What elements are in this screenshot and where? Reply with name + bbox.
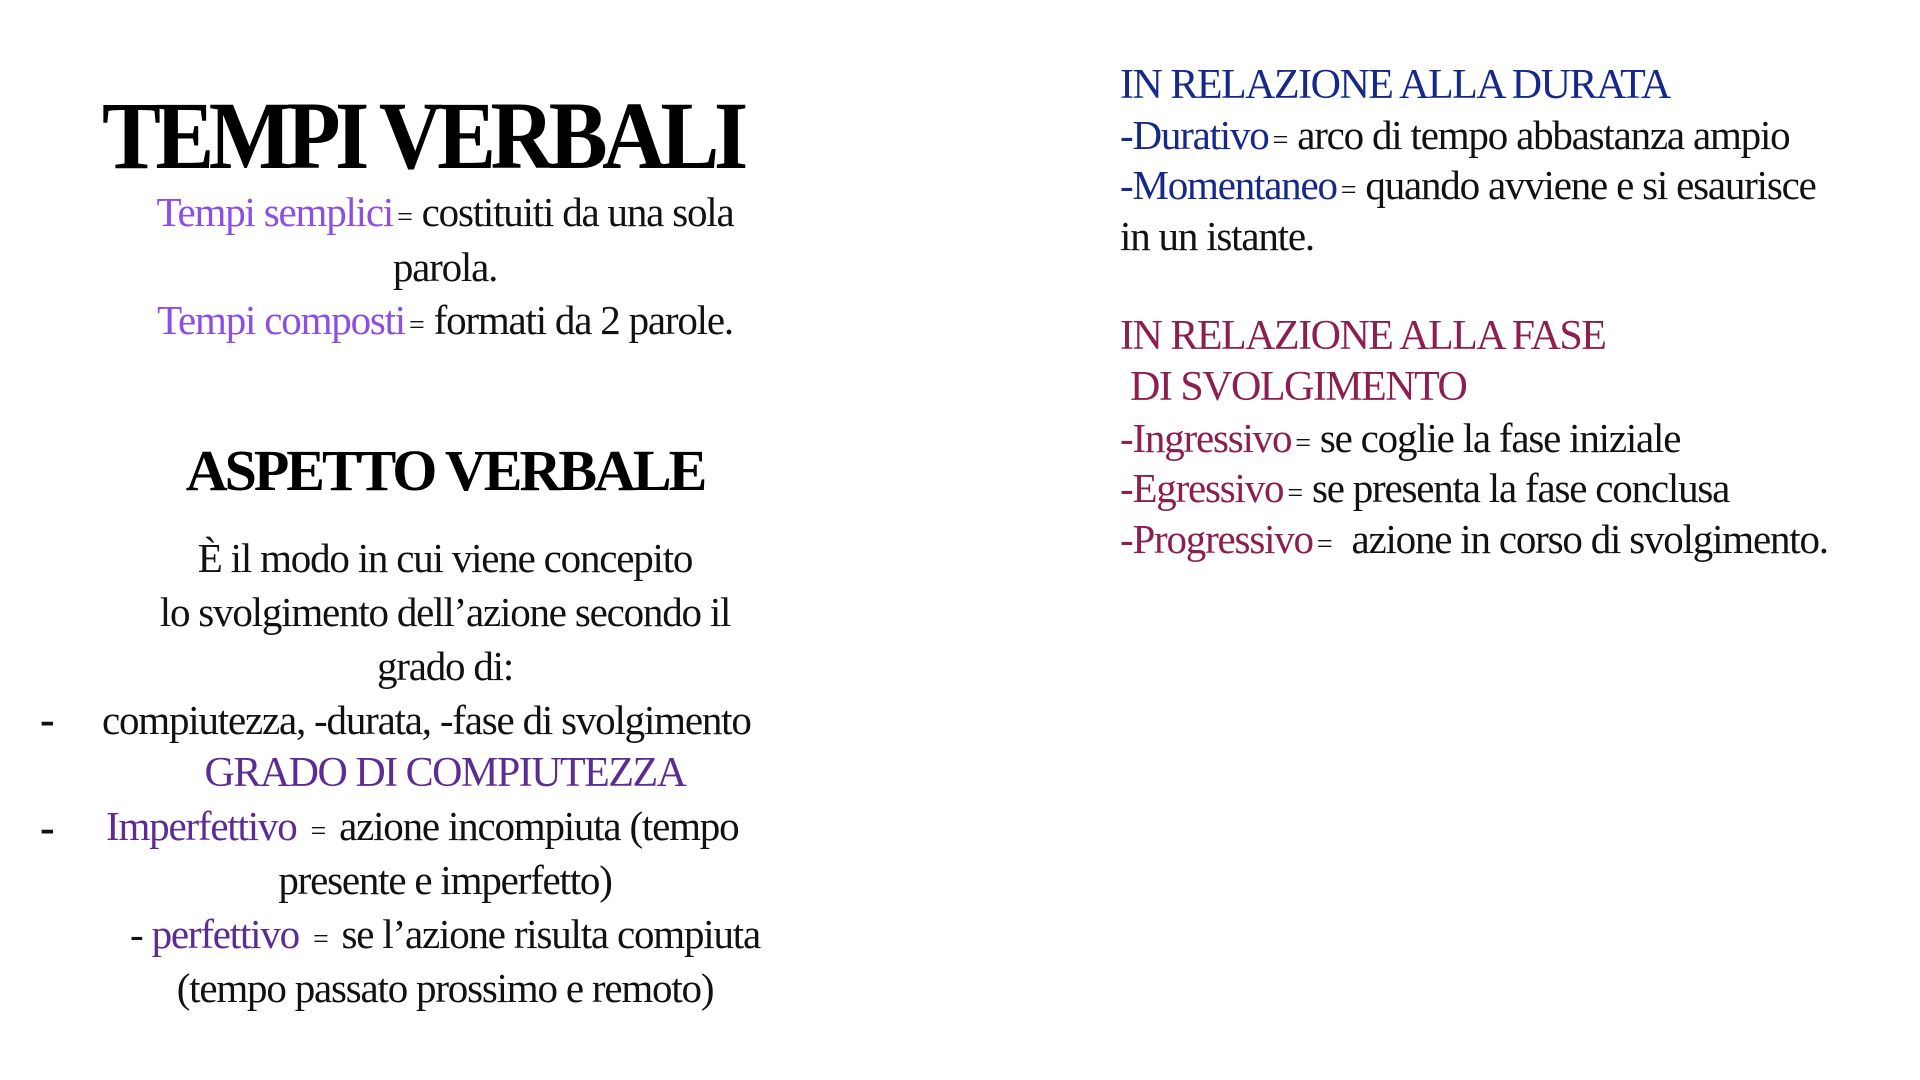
equals-sign: = xyxy=(312,924,328,955)
egressivo-term: -Egressivo xyxy=(1120,465,1284,511)
fase-heading-cont: DI SVOLGIMENTO xyxy=(1130,364,1467,410)
tempi-composti-term: Tempi composti xyxy=(157,297,406,343)
tempi-semplici-definition-cont: parola. xyxy=(392,244,498,290)
equals-sign: = xyxy=(1272,125,1288,156)
equals-sign: = xyxy=(397,202,412,233)
equals-sign: = xyxy=(1340,175,1356,206)
aspetto-list-line: compiutezza, -durata, -fase di svolgimento xyxy=(102,697,751,743)
progressivo-line xyxy=(1120,516,1828,562)
aspetto-text-line: È il modo in cui viene concepito xyxy=(197,535,693,581)
durata-heading: IN RELAZIONE ALLA DURATA xyxy=(1120,62,1670,108)
aspetto-heading: ASPETTO VERBALE xyxy=(185,438,705,503)
imperfettivo-definition: azione incompiuta (tempo xyxy=(339,803,739,849)
egressivo-line xyxy=(1120,465,1730,511)
ingressivo-definition: se coglie la fase iniziale xyxy=(1319,415,1681,461)
perfettivo-line xyxy=(130,911,760,957)
imperfettivo-definition-cont: presente e imperfetto) xyxy=(278,857,612,903)
aspetto-text-line: lo svolgimento dell’azione secondo il xyxy=(159,589,731,635)
page-title: TEMPI VERBALI xyxy=(102,82,743,189)
durativo-line xyxy=(1120,112,1790,158)
tempi-composti-line xyxy=(157,297,733,343)
imperfettivo-line xyxy=(106,803,739,849)
equals-sign: = xyxy=(1316,529,1332,560)
egressivo-definition: se presenta la fase conclusa xyxy=(1311,465,1730,511)
ingressivo-line xyxy=(1120,415,1681,461)
imperfettivo-term: Imperfettivo xyxy=(106,803,297,849)
fase-heading: IN RELAZIONE ALLA FASE xyxy=(1120,313,1606,359)
momentaneo-line xyxy=(1120,162,1816,208)
momentaneo-definition: quando avviene e si esaurisce xyxy=(1365,162,1816,208)
durativo-term: -Durativo xyxy=(1120,112,1269,158)
perfettivo-definition-cont: (tempo passato prossimo e remoto) xyxy=(176,965,714,1011)
durativo-definition: arco di tempo abbastanza ampio xyxy=(1297,112,1790,158)
tempi-composti-definition: formati da 2 parole. xyxy=(433,297,733,343)
bullet-dash: - xyxy=(40,803,55,852)
equals-sign: = xyxy=(1295,428,1310,459)
perfettivo-definition: se l’azione risulta compiuta xyxy=(341,911,760,957)
tempi-semplici-term: Tempi semplici xyxy=(156,189,394,235)
equals-sign: = xyxy=(409,310,424,341)
momentaneo-term: -Momentaneo xyxy=(1120,162,1337,208)
aspetto-text-line: grado di: xyxy=(376,643,514,689)
dash: - xyxy=(130,911,152,957)
perfettivo-term: perfettivo xyxy=(151,911,299,957)
ingressivo-term: -Ingressivo xyxy=(1120,415,1292,461)
tempi-semplici-definition: costituiti da una sola xyxy=(421,189,734,235)
equals-sign: = xyxy=(1287,478,1302,509)
progressivo-definition: azione in corso di svolgimento. xyxy=(1351,516,1828,562)
tempi-semplici-line xyxy=(156,189,734,235)
progressivo-term: -Progressivo xyxy=(1120,516,1313,562)
equals-sign: = xyxy=(310,816,326,847)
bullet-dash: - xyxy=(40,695,55,744)
grado-heading: GRADO DI COMPIUTEZZA xyxy=(204,750,686,796)
momentaneo-definition-cont: in un istante. xyxy=(1120,213,1314,259)
